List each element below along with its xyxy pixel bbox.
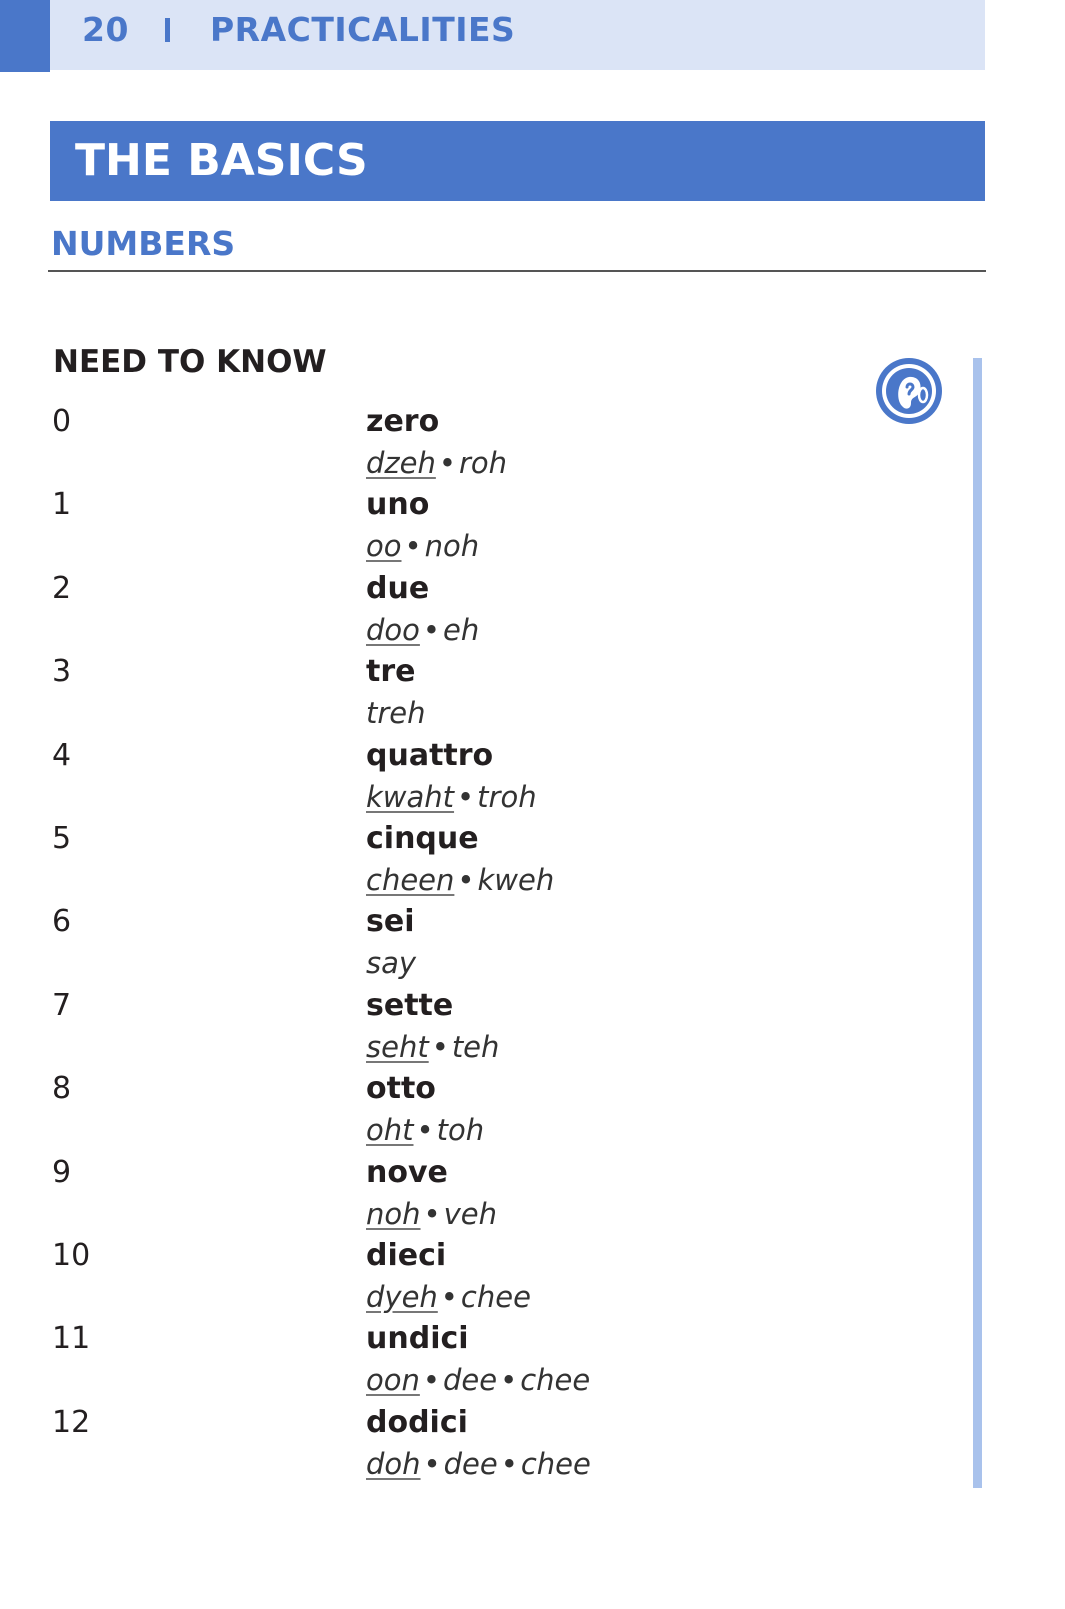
syllable: cheen: [366, 863, 455, 897]
syllable-separator: •: [500, 1446, 518, 1481]
header-separator: [165, 18, 170, 42]
header-tab: [0, 0, 50, 72]
number-digit: 5: [52, 821, 72, 856]
divider: [48, 270, 986, 272]
syllable-separator: •: [423, 1446, 441, 1481]
number-digit: 9: [52, 1154, 72, 1190]
syllable: kweh: [477, 863, 555, 897]
pronunciation: [366, 529, 479, 563]
number-row: [0, 1071, 960, 1154]
page-number: 20: [82, 10, 129, 49]
syllable-separator: •: [457, 863, 475, 897]
number-digit: 6: [52, 904, 72, 940]
syllable: doo: [366, 612, 420, 647]
syllable-separator: •: [438, 446, 456, 480]
syllable-separator: •: [431, 1029, 449, 1064]
syllable-separator: •: [404, 529, 422, 564]
syllable: chee: [520, 1363, 591, 1398]
number-digit: 0: [52, 404, 72, 439]
syllable: toh: [436, 1113, 485, 1148]
number-digit: 1: [52, 487, 72, 523]
number-digit: 7: [52, 987, 72, 1023]
number-row: [0, 904, 960, 987]
number-digit: 2: [52, 570, 72, 606]
syllable: dyeh: [366, 1280, 438, 1314]
number-row: [0, 1405, 960, 1488]
syllable: chee: [460, 1280, 531, 1314]
number-digit: 10: [52, 1238, 91, 1273]
italian-word: tre: [366, 654, 416, 690]
syllable: seht: [366, 1029, 429, 1064]
number-row: [0, 1155, 960, 1238]
syllable-separator: •: [423, 1196, 441, 1231]
syllable: dee: [443, 1446, 498, 1481]
italian-word: due: [366, 570, 430, 606]
syllable: say: [366, 946, 417, 981]
syllable: noh: [424, 529, 480, 564]
syllable: oht: [366, 1113, 414, 1148]
pronunciation: [366, 1447, 591, 1481]
pronunciation: [366, 1030, 499, 1064]
number-row: [0, 821, 960, 904]
italian-word: nove: [366, 1154, 448, 1190]
side-bar: [973, 358, 982, 1488]
syllable-separator: •: [440, 1280, 458, 1314]
syllable: dee: [442, 1363, 498, 1398]
number-digit: 11: [52, 1321, 91, 1357]
syllable-separator: •: [457, 779, 475, 814]
number-row: [0, 487, 960, 570]
syllable: veh: [443, 1196, 498, 1231]
syllable-separator: •: [500, 1363, 518, 1398]
syllable: oo: [366, 529, 402, 564]
pronunciation: [366, 1363, 590, 1397]
pronunciation: [366, 1280, 531, 1314]
italian-word: quattro: [366, 737, 494, 773]
number-digit: 4: [52, 737, 72, 773]
syllable: doh: [366, 1446, 421, 1481]
italian-word: dodici: [366, 1404, 468, 1440]
italian-word: dieci: [366, 1238, 447, 1273]
syllable: teh: [451, 1029, 500, 1064]
page-title: THE BASICS: [75, 135, 368, 186]
number-row: [0, 654, 960, 737]
need-to-know-heading: NEED TO KNOW: [53, 344, 327, 380]
subheading: NUMBERS: [51, 224, 236, 263]
pronunciation: [366, 1113, 484, 1147]
title-banner: [50, 121, 985, 201]
pronunciation: [366, 1197, 497, 1231]
syllable: treh: [366, 696, 426, 731]
syllable: eh: [443, 612, 480, 647]
pronunciation: [366, 780, 537, 814]
section-title: PRACTICALITIES: [210, 10, 516, 49]
number-row: [0, 404, 960, 487]
italian-word: zero: [366, 404, 440, 439]
syllable: kwaht: [366, 779, 455, 814]
italian-word: sei: [366, 904, 415, 940]
syllable-separator: •: [422, 612, 441, 647]
italian-word: sette: [366, 987, 454, 1023]
italian-word: uno: [366, 487, 430, 523]
syllable: chee: [520, 1446, 591, 1481]
syllable-separator: •: [416, 1113, 434, 1148]
number-row: [0, 1321, 960, 1404]
italian-word: undici: [366, 1321, 469, 1357]
number-digit: 8: [52, 1071, 72, 1107]
syllable: oon: [366, 1363, 420, 1398]
pronunciation: [366, 946, 416, 980]
italian-word: cinque: [366, 821, 479, 856]
number-row: [0, 738, 960, 821]
syllable: dzeh: [366, 446, 436, 480]
syllable: noh: [366, 1196, 421, 1231]
number-digit: 12: [52, 1404, 91, 1440]
syllable: roh: [458, 446, 508, 480]
pronunciation: [366, 613, 479, 647]
number-row: [0, 1238, 960, 1321]
syllable-separator: •: [422, 1363, 440, 1398]
italian-word: otto: [366, 1071, 436, 1107]
syllable: troh: [477, 779, 537, 814]
number-row: [0, 571, 960, 654]
number-digit: 3: [52, 654, 72, 690]
pronunciation: [366, 696, 426, 730]
number-row: [0, 988, 960, 1071]
pronunciation: [366, 446, 507, 480]
pronunciation: [366, 863, 554, 897]
